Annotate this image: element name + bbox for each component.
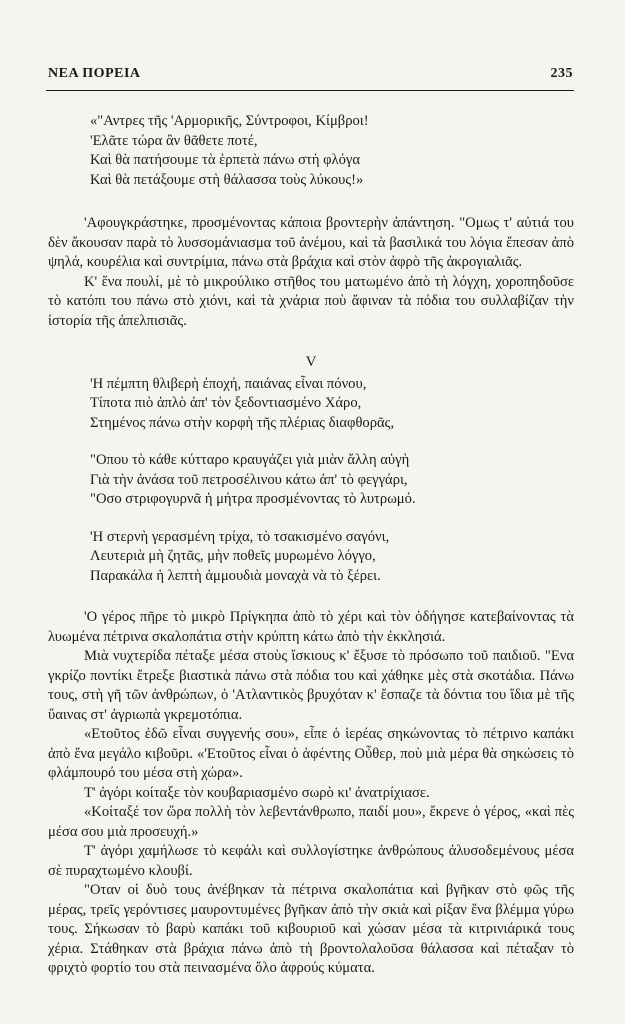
verse-line: Καὶ θὰ πατήσουμε τὰ ἑρπετὰ πάνω στὴ φλόγα xyxy=(90,152,360,168)
verse-line: Παρακάλα ἡ λεπτὴ ἀμμουδιὰ μοναχὰ νὰ τὸ ξέρει. xyxy=(90,567,381,584)
verse-line: Λευτεριὰ μὴ ζητᾶς, μὴν ποθεῖς μυρωμένο λόγγο, xyxy=(90,548,376,564)
journal-title: ΝΕΑ ΠΟΡΕΙΑ xyxy=(48,66,141,81)
page-number: 235 xyxy=(550,66,573,81)
verse-line: 'Η πέμπτη θλιβερὴ ἐποχή, παιάνας εἶναι πόνου, xyxy=(90,375,367,392)
poem-stanza-2 xyxy=(90,375,574,434)
verse-line: "Οσο στριφογυρνᾶ ἡ μήτρα προσμένοντας τὸ λυτρωμό. xyxy=(90,491,416,507)
paragraph: Μιὰ νυχτερίδα πέταξε μέσα στοὺς ἴσκιους κ' ἔξυσε τὸ πρόσωπο τοῦ παιδιοῦ. "Ενα γκρίζο ποντίκι ἔτρεξε βιαστικὰ πάνω στὰ πόδια του καὶ χάθηκε μὲς στὰ σκοτάδια. Πάνω τους, στὴ γῆ τῶν ἀνθρώπων, ὁ 'Ατλαντικὸς βρυχόταν κ' ἔσπαζε τὰ δόντια του ἴδια μὲ τῆς ὕαινας στ' ἀγριωπὰ γκρεμοτόπια. xyxy=(48,648,574,723)
paragraph: "Οταν οἱ δυὸ τους ἀνέβηκαν τὰ πέτρινα σκαλοπάτια καὶ βγῆκαν στὸ φῶς τῆς μέρας, τρεῖς γερόντισες μαυροντυμένες βγῆκαν ἀπὸ τὴν σκιὰ καὶ ρίξαν ἕνα βλέμμα γύρω τους. Σήκωσαν τὸ βαρὺ καπάκι τοῦ κιβουριοῦ καὶ χώσαν μέσα τὰ κιτρινιάρικά τους χέρια. Στάθηκαν στὰ βράχια πάνω ἀπὸ τὴ βροντολαλοῦσα θάλασσα καὶ πέταξαν τὸ φριχτὸ φορτίο του στὰ πεινασμένα ὅλο ἀφρούς κύματα. xyxy=(48,882,574,976)
page-body xyxy=(48,112,574,979)
poem-stanza-1 xyxy=(90,112,574,190)
paragraph: Τ' ἀγόρι χαμήλωσε τὸ κεφάλι καὶ συλλογίστηκε ἀνθρώπους ἀλυσοδεμένους μέσα σὲ πυραχτωμένο κλουβί. xyxy=(48,843,574,879)
verse-line: Γιὰ τὴν ἀνάσα τοῦ πετροσέλινου κάτω ἀπ' τὸ φεγγάρι, xyxy=(90,471,408,488)
verse-line: Τίποτα πιὸ ἁπλὸ ἀπ' τὸν ξεδοντιασμένο Χάρο, xyxy=(90,395,362,411)
running-header xyxy=(48,66,573,82)
poem-stanza-4 xyxy=(90,528,574,587)
verse-line: "Οπου τὸ κάθε κύτταρο κραυγάζει γιὰ μιὰν ἄλλη αὐγὴ xyxy=(90,452,410,468)
prose-block-1 xyxy=(48,214,574,331)
verse-line: 'Η στερνὴ γερασμένη τρίχα, τὸ τσακισμένο σαγόνι, xyxy=(90,528,390,545)
verse-line: «"Αντρες τῆς 'Αρμορικῆς, Σύντροφοι, Κίμβροι! xyxy=(90,113,369,129)
paragraph: 'Ο γέρος πῆρε τὸ μικρὸ Πρίγκηπα ἀπὸ τὸ χέρι καὶ τὸν ὁδήγησε κατεβαίνοντας τὰ λυωμένα πέτρινα σκαλοπάτια στὴν κρύπτη κάτω ἀπὸ τὴν ἐκκλησιά. xyxy=(48,609,574,645)
poem-stanza-3 xyxy=(90,451,574,510)
paragraph: 'Αφουγκράστηκε, προσμένοντας κάποια βροντερὴν ἀπάντηση. "Ομως τ' αὐτιά του δὲν ἄκουσαν παρὰ τὸ λυσσομάνιασμα τοῦ ἀνέμου, καὶ τὰ βασιλικά του λόγια ἔπεσαν ἀπὸ ψηλά, κουρέλια καὶ συντρίμια, πάνω στὰ βράχια καὶ στὸν ἀφρὸ τῆς ἀκρογιαλιᾶς. xyxy=(48,215,574,270)
verse-line: Στημένος πάνω στὴν κορφὴ τῆς πλέριας διαφθορᾶς, xyxy=(90,414,395,431)
paragraph: Τ' ἀγόρι κοίταξε τὸν κουβαριασμένο σωρὸ κι' ἀνατρίχιασε. xyxy=(84,784,430,801)
verse-line: 'Ελᾶτε τώρα ἂν θᾶθετε ποτέ, xyxy=(90,132,258,149)
header-rule xyxy=(46,90,574,91)
prose-block-2 xyxy=(48,608,574,979)
paragraph: «Κοίταξέ τον ὥρα πολλὴ τὸν λεβεντάνθρωπο, παιδί μου», ἔκρενε ὁ γέρος, «καὶ πὲς μέσα σου μιὰ προσευχή.» xyxy=(48,804,574,840)
paragraph: Κ' ἕνα πουλί, μὲ τὸ μικρούλικο στῆθος του ματωμένο ἀπὸ τὴ λόγχη, χοροπηδοῦσε τὸ κατόπι του πάνω στὸ χιόνι, καὶ τὰ χνάρια ποὺ ἄφιναν τὰ πόδια του συλλαβίζαν τὴν ἱστορία τῆς ἀπελπισιᾶς. xyxy=(48,273,574,329)
verse-line: Καὶ θὰ πετάξουμε στὴ θάλασσα τοὺς λύκους!» xyxy=(90,171,364,188)
paragraph: «Ετοῦτος ἐδῶ εἶναι συγγενής σου», εἶπε ὁ ἱερέας σηκώνοντας τὸ πέτρινο καπάκι ἀπὸ ἕνα μεγάλο κιβοῦρι. «'Ετοῦτος εἶναι ὁ ἀφέντης Οὖθερ, ποὺ μιὰ μέρα θὰ σηκώσεις τὸ φλάμπουρό του μέσα στὴ χώρα». xyxy=(48,726,574,781)
section-number: V xyxy=(305,354,317,370)
